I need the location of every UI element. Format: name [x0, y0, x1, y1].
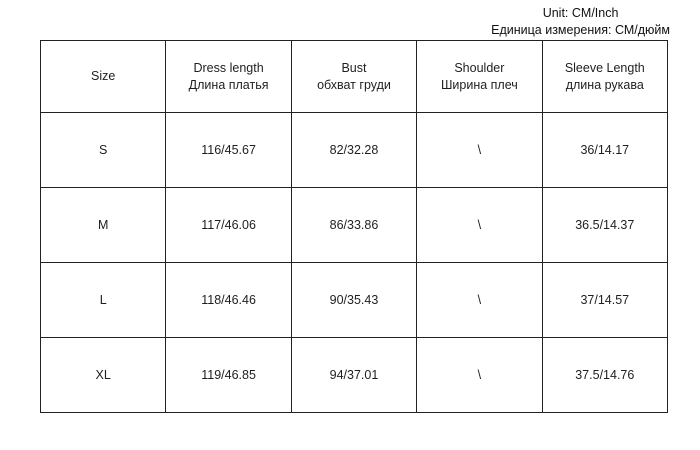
- cell-bust: 82/32.28: [291, 113, 416, 188]
- cell-dress-length: 116/45.67: [166, 113, 291, 188]
- cell-dress-length: 118/46.46: [166, 263, 291, 338]
- cell-size: XL: [41, 338, 166, 413]
- table-row-m: [41, 188, 668, 263]
- cell-shoulder: \: [417, 188, 542, 263]
- header-label-en: Sleeve Length: [564, 60, 645, 75]
- size-chart-table: [40, 40, 668, 413]
- cell-dress-length: 119/46.85: [166, 338, 291, 413]
- cell-bust: 94/37.01: [291, 338, 416, 413]
- cell-size: L: [41, 263, 166, 338]
- table-row-xl: [41, 338, 668, 413]
- table-row-l: [41, 263, 668, 338]
- unit-note-line-en: Unit: CM/Inch: [542, 6, 619, 20]
- header-cell-shoulder: [417, 41, 542, 113]
- cell-sleeve-length: 36.5/14.37: [542, 188, 667, 263]
- header-label-en: Size: [91, 69, 116, 83]
- cell-size: M: [41, 188, 166, 263]
- header-cell-size: [41, 41, 166, 113]
- header-label-ru: Ширина плеч: [440, 77, 518, 92]
- cell-sleeve-length: 37/14.57: [542, 263, 667, 338]
- header-label-ru: длина рукава: [565, 77, 644, 92]
- table-row-s: [41, 113, 668, 188]
- header-cell-bust: [291, 41, 416, 113]
- cell-shoulder: \: [417, 263, 542, 338]
- cell-bust: 90/35.43: [291, 263, 416, 338]
- header-cell-dress-length: [166, 41, 291, 113]
- cell-dress-length: 117/46.06: [166, 188, 291, 263]
- unit-note: [491, 5, 670, 39]
- cell-size: S: [41, 113, 166, 188]
- header-cell-sleeve-length: [542, 41, 667, 113]
- header-label-en: Bust: [341, 60, 367, 75]
- cell-bust: 86/33.86: [291, 188, 416, 263]
- cell-shoulder: \: [417, 338, 542, 413]
- header-label-ru: обхват груди: [317, 77, 391, 92]
- cell-shoulder: \: [417, 113, 542, 188]
- table-header-row: [41, 41, 668, 113]
- header-label-ru: Длина платья: [188, 77, 269, 92]
- cell-sleeve-length: 36/14.17: [542, 113, 667, 188]
- header-label-en: Shoulder: [454, 60, 505, 75]
- header-label-en: Dress length: [193, 60, 264, 75]
- unit-note-line-ru: Единица измерения: СМ/дюйм: [491, 23, 670, 37]
- cell-sleeve-length: 37.5/14.76: [542, 338, 667, 413]
